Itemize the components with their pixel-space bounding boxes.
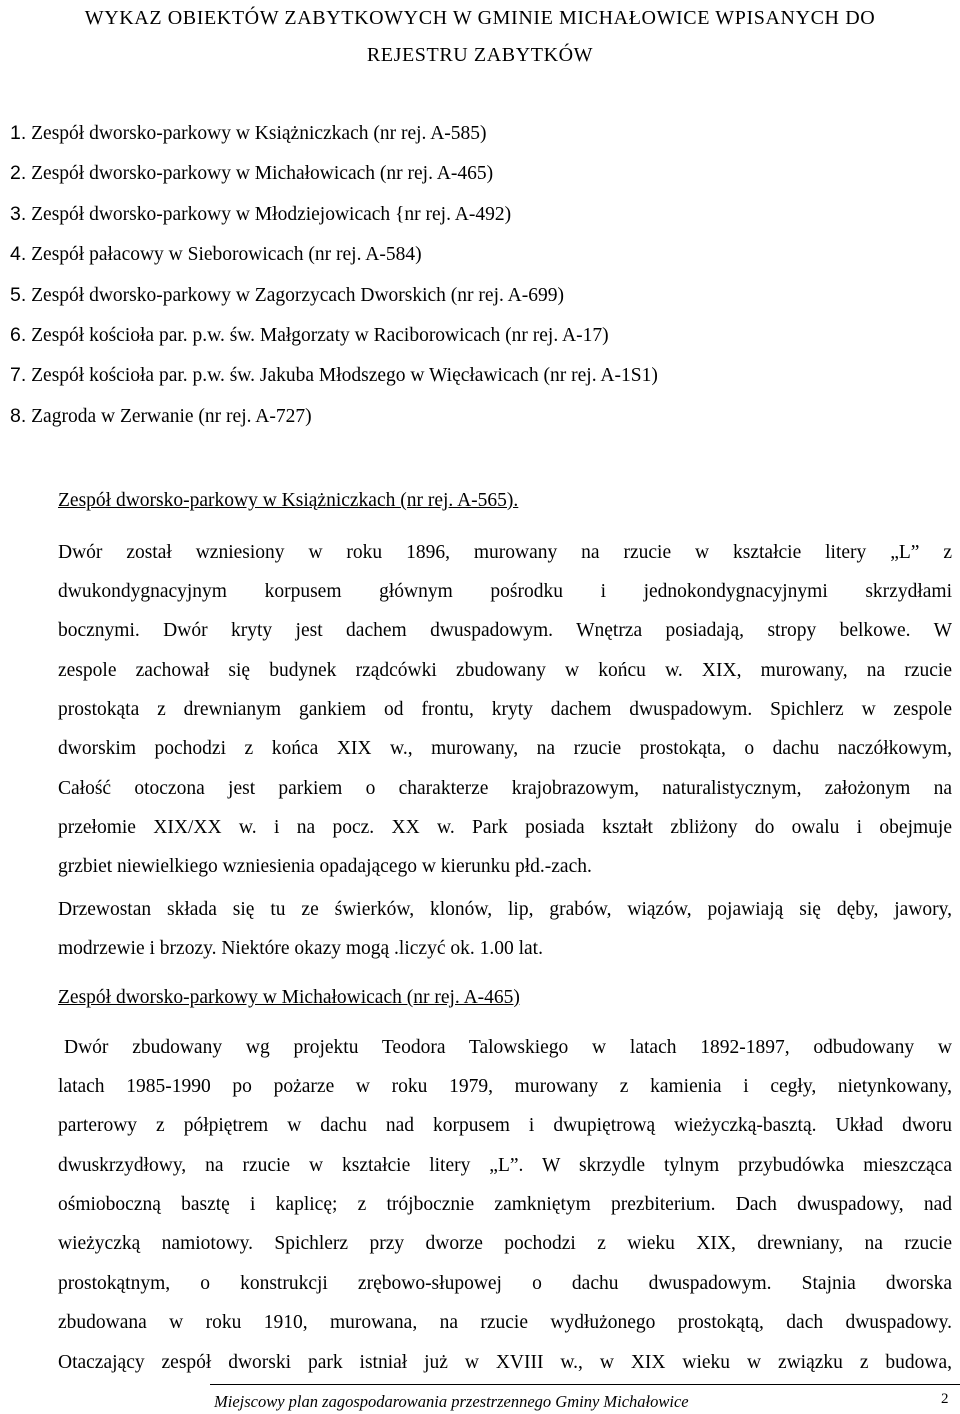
title-line-2: REJESTRU ZABYTKÓW [366, 44, 594, 66]
paragraph-line: ośmioboczną basztę i kaplicę; z trójbocznie zamkniętym prezbiterium. Dach dwuspadowy, nad [58, 1194, 952, 1215]
list-item: 4. Zespół pałacowy w Sieborowicach (nr rej. A-584) [10, 243, 422, 265]
section-heading-michalowice: Zespół dworsko-parkowy w Michałowicach (nr rej. A-465) [58, 987, 520, 1008]
paragraph-line: przełomie XIX/XX w. i na pocz. XX w. Park posiada kształt zbliżony do owalu i obejmuje [58, 817, 952, 838]
paragraph-line: dwuskrzydłowy, na rzucie w kształcie litery „L”. W skrzydle tylnym przybudówka mieszcząca [58, 1155, 952, 1176]
paragraph-line: modrzewie i brzozy. Niektóre okazy mogą .liczyć ok. 1.00 lat. [58, 938, 543, 959]
paragraph-line: Drzewostan składa się tu ze świerków, klonów, lip, grabów, wiązów, pojawiają się dęby, jawory, [58, 899, 952, 920]
title-line-1: WYKAZ OBIEKTÓW ZABYTKOWYCH W GMINIE MICHAŁOWICE WPISANYCH DO [84, 7, 876, 29]
list-item: 6. Zespół kościoła par. p.w. św. Małgorzaty w Raciborowicach (nr rej. A-17) [10, 324, 609, 346]
paragraph-line: Dwór został wzniesiony w roku 1896, murowany na rzucie w kształcie litery „L” z [58, 542, 952, 563]
paragraph-line: grzbiet niewielkiego wzniesienia opadającego w kierunku płd.-zach. [58, 856, 592, 877]
list-item: 1. Zespół dworsko-parkowy w Książniczkach (nr rej. A-585) [10, 122, 487, 144]
footer-divider [210, 1384, 960, 1385]
paragraph-line: latach 1985-1990 po pożarze w roku 1979, murowany z kamienia i cegły, nietynkowany, [58, 1076, 952, 1097]
paragraph-line: wieżyczką namiotowy. Spichlerz przy dworze pochodzi z wieku XIX, drewniany, na rzucie [58, 1233, 952, 1254]
paragraph-line: prostokąta z drewnianym gankiem od frontu, kryty dachem dwuspadowym. Spichlerz w zespole [58, 699, 952, 720]
page-number: 2 [941, 1391, 949, 1407]
list-item: 8. Zagroda w Zerwanie (nr rej. A-727) [10, 405, 312, 427]
list-item: 5. Zespół dworsko-parkowy w Zagorzycach Dworskich (nr rej. A-699) [10, 284, 564, 306]
paragraph-line: bocznymi. Dwór kryty jest dachem dwuspadowym. Wnętrza posiadają, stropy belkowe. W [58, 620, 952, 641]
paragraph-line: zbudowana w roku 1910, murowana, na rzucie wydłużonego prostokątą, dach dwuspadowy. [58, 1312, 952, 1333]
list-item: 3. Zespół dworsko-parkowy w Młodziejowicach {nr rej. A-492) [10, 203, 512, 225]
paragraph-line: Dwór zbudowany wg projektu Teodora Talowskiego w latach 1892-1897, odbudowany w [64, 1037, 952, 1058]
paragraph-line: dworskim pochodzi z końca XIX w., murowany, na rzucie prostokąta, o dachu naczółkowym, [58, 738, 952, 759]
paragraph-line: prostokątnym, o konstrukcji zrębowo-słupowej o dachu dwuspadowym. Stajnia dworska [58, 1273, 952, 1294]
section-heading-ksiazniczki: Zespół dworsko-parkowy w Książniczkach (nr rej. A-565). [58, 490, 519, 511]
paragraph-line: Otaczający zespół dworski park istniał już w XVIII w., w XIX wieku w związku z budowa, [58, 1352, 952, 1373]
list-item: 2. Zespół dworsko-parkowy w Michałowicach (nr rej. A-465) [10, 162, 494, 184]
paragraph-line: Całość otoczona jest parkiem o charakterze krajobrazowym, naturalistycznym, założonym na [58, 778, 952, 799]
paragraph-line: dwukondygnacyjnym korpusem głównym pośrodku i jednokondygnacyjnymi skrzydłami [58, 581, 952, 602]
footer-text: Miejscowy plan zagospodarowania przestrzennego Gminy Michałowice [214, 1392, 689, 1411]
list-item: 7. Zespół kościoła par. p.w. św. Jakuba Młodszego w Więcławicach (nr rej. A-1S1) [10, 364, 658, 386]
paragraph-line: zespole zachował się budynek rządcówki zbudowany w końcu w. XIX, murowany, na rzucie [58, 660, 952, 681]
paragraph-line: parterowy z półpiętrem w dachu nad korpusem i dwupiętrową wieżyczką-basztą. Układ dworu [58, 1115, 952, 1136]
